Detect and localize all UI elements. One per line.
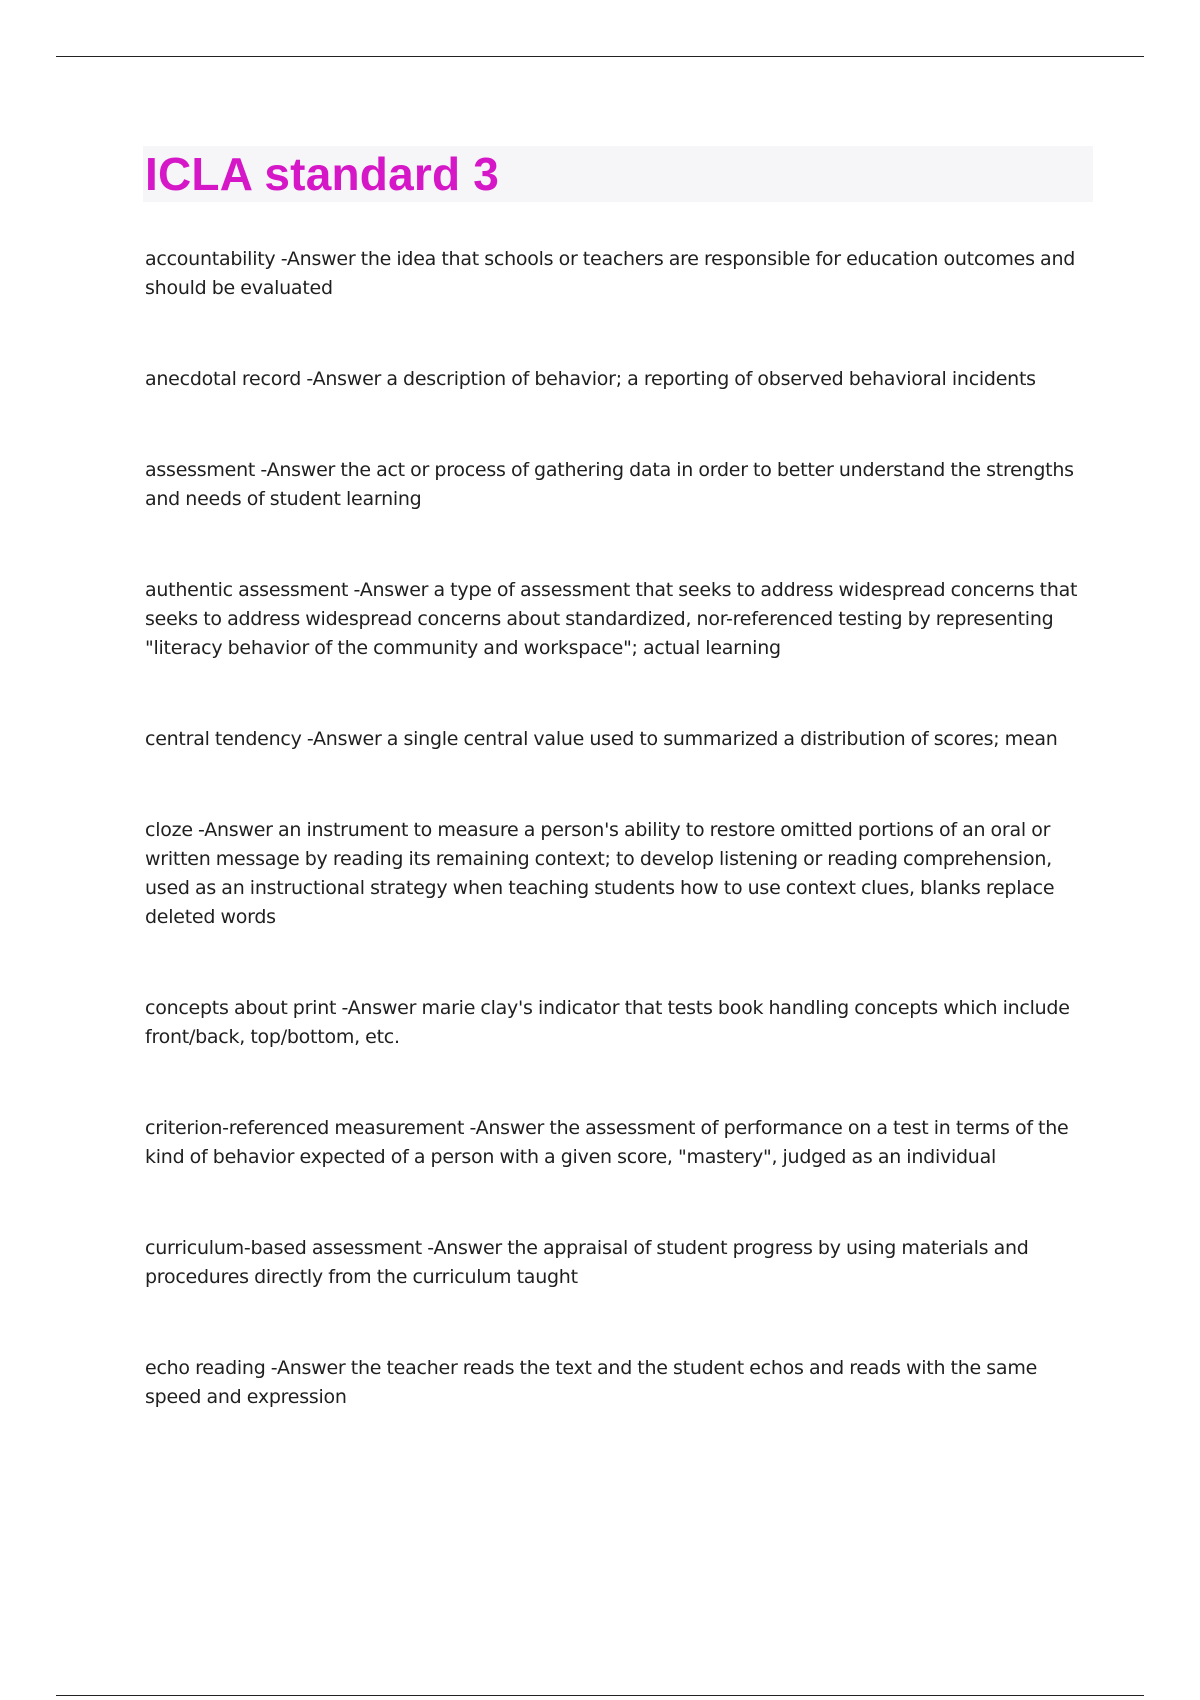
entry-accountability: accountability -Answer the idea that schools or teachers are responsible for education outcomes and should be evaluated <box>145 248 1076 299</box>
top-rule <box>56 56 1144 57</box>
entry-curriculum-based-assessment: curriculum-based assessment -Answer the appraisal of student progress by using materials and procedures directly from the curriculum taught <box>145 1237 1029 1288</box>
entry-echo-reading: echo reading -Answer the teacher reads the text and the student echos and reads with the same speed and expression <box>145 1357 1038 1408</box>
entry-central-tendency: central tendency -Answer a single central value used to summarized a distribution of scores; mean <box>145 728 1058 750</box>
entry-concepts-about-print: concepts about print -Answer marie clay's indicator that tests book handling concepts which include front/back, top/bottom, etc. <box>145 997 1070 1048</box>
entry-anecdotal-record: anecdotal record -Answer a description of behavior; a reporting of observed behavioral incidents <box>145 368 1036 390</box>
entry-list <box>145 245 1090 1412</box>
page-title: ICLA standard 3 <box>145 148 500 200</box>
entry-cloze: cloze -Answer an instrument to measure a person's ability to restore omitted portions of an oral or written message by reading its remaining context; to develop listening or reading comprehension, used as an instructional strategy when teaching students how to use context clues, blanks replace deleted words <box>145 819 1055 928</box>
bottom-rule <box>56 1695 1144 1696</box>
entry-authentic-assessment: authentic assessment -Answer a type of assessment that seeks to address widespread concerns that seeks to address widespread concerns about standardized, nor-referenced testing by representing "literacy behavior of the community and workspace"; actual learning <box>145 579 1078 659</box>
entry-assessment: assessment -Answer the act or process of gathering data in order to better understand the strengths and needs of student learning <box>145 459 1074 510</box>
entry-criterion-referenced-measurement: criterion-referenced measurement -Answer the assessment of performance on a test in terms of the kind of behavior expected of a person with a given score, "mastery", judged as an individual <box>145 1117 1069 1168</box>
